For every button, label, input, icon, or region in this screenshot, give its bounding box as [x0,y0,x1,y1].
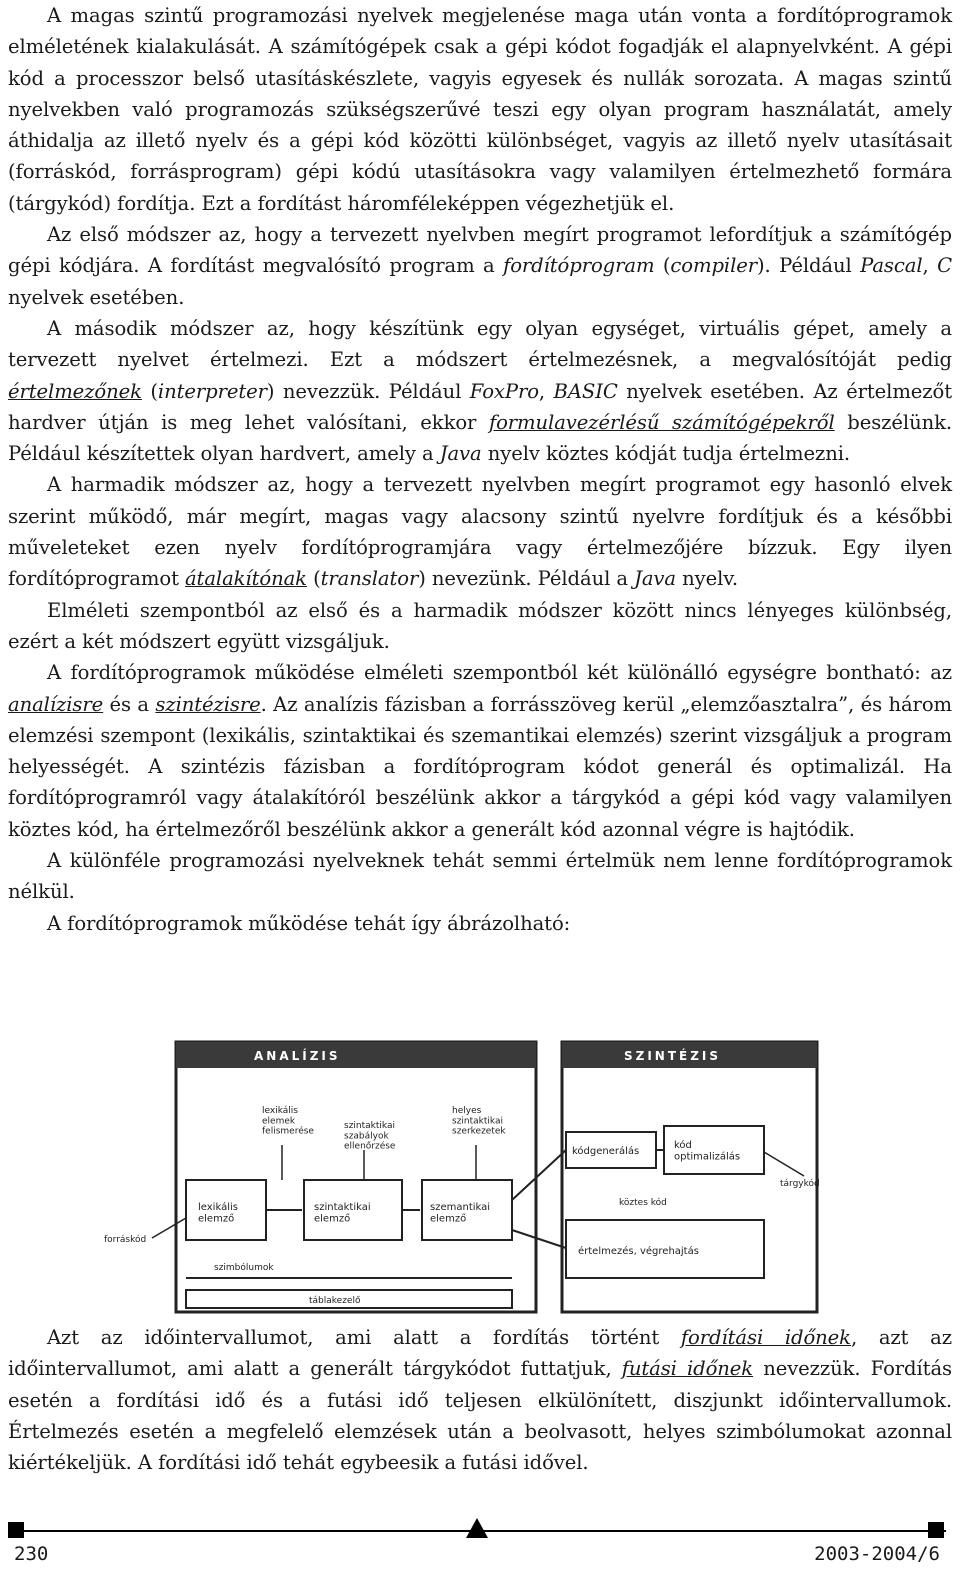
sem-note-text: helyes szintaktikai szerkezetek [452,1106,506,1137]
syn-box-label: szintaktikai elemző [314,1202,371,1225]
target-arrow [764,1152,804,1176]
paragraph-7: A különféle programozási nyelveknek tehát semmi értelmük nem lenne fordítóprogramok nélkül. [8,849,952,904]
paragraph-6: A fordítóprogramok működése elméleti szempontból két különálló egységre bontható: az analízisre és a szintézisre. Az analízis fázisban a forrásszöveg kerül „elemzőasztalra”, és három elemzési szempont (lexikális, szintaktikai és szemantikai elemzés) szerint vizsgáljuk a program helyességét. A szintézis fázisban a fordítóprogram kódot generál és optimalizál. Ha fordítóprogramról vagy átalakítóról beszélünk akkor a tárgykód a gépi kód vagy valamilyen köztes kód, ha értelmezőről beszélünk akkor a generált kód azonnal végre is hajtódik. [8,661,952,841]
opt-box-label: kód optimalizálás [674,1140,741,1163]
syn-note [344,1121,396,1152]
paragraph-3: A második módszer az, hogy készítünk egy olyan egységet, virtuális gépet, amely a tervezett nyelvet értelmezi. Ezt a módszert értelmezésnek, a megvalósítóját pedig értelmezőnek (interpreter) nevezzük. Például FoxPro, BASIC nyelvek esetében. Az értelmezőt hardver útján is meg lehet valósítani, ekkor formulavezérlésű számítógépekről beszélünk. Például készítettek olyan hardvert, amely a Java nyelv köztes kódját tudja értelmezni. [8,316,953,466]
sem-box-label: szemantikai elemző [430,1202,491,1225]
codegen-box-label: kódgenerálás [572,1146,640,1157]
analysis-header [176,1042,536,1068]
source-arrow [152,1218,186,1238]
paragraph-5: Elméleti szempontból az első és a harmadik módszer között nincs lényeges különbség, ezért a két módszert együtt vizsgáljuk. [8,598,952,653]
syn-note-text: szintaktikai szabályok ellenőrzése [344,1121,396,1152]
exec-box-label: értelmezés, végrehajtás [578,1246,699,1257]
lex-box-label: lexikális elemző [198,1202,238,1225]
compiler-diagram [104,1040,844,1330]
source-label: forráskód [104,1235,147,1245]
target-label: tárgykód [780,1179,820,1189]
arrow-to-codegen [512,1150,566,1200]
arrow-to-exec [512,1230,566,1248]
page-number: 230 [14,1543,49,1565]
after-diagram-text [8,1322,952,1478]
lex-note [262,1106,314,1137]
table-label: táblakezelő [309,1296,361,1306]
page-text [8,0,952,939]
footer-square-right [928,1522,944,1538]
synthesis-title: SZINTÉZIS [624,1049,722,1063]
interim-label: köztes kód [619,1198,667,1208]
paragraph-8: A fordítóprogramok működése tehát így ábrázolható: [47,911,571,935]
paragraph-2: Az első módszer az, hogy a tervezett nyelvben megírt programot lefordítjuk a számítógép gépi kódjára. A fordítást megvalósító program a fordítóprogram (compiler). Például Pascal, C nyelvek esetében. [8,223,952,309]
lex-note-text: lexikális elemek felismerése [262,1106,314,1137]
paragraph-9: Azt az időintervallumot, ami alatt a fordítás történt fordítási időnek, azt az időintervallumot, ami alatt a generált tárgykódot futtatjuk, futási időnek nevezzük. Fordítás esetén a fordítási idő és a futási idő teljesen elkülönített, diszjunkt időintervallumok. Értelmezés esetén a megfelelő elemzések után a beolvasott, helyes szimbólumokat azonnal kiértékeljük. A fordítási idő tehát egybeesik a futási idővel. [8,1326,952,1475]
paragraph-1: A magas szintű programozási nyelvek megjelenése maga után vonta a fordítóprogramok elméletének kialakulását. A számítógépek csak a gépi kódot fogadják el alapnyelvként. A gépi kód a processzor belső utasításkészlete, vagyis egyesek és nullák sorozata. A magas szintű nyelvekben való programozás szükségszerűvé teszi egy olyan program használatát, amely áthidalja az illető nyelv és a gépi kód közötti különbséget, vagyis az illető nyelv utasításait (forráskód, forrásprogram) gépi kódú utasításokra vagy valamilyen értelmezhető formára (tárgykód) fordítja. Ezt a fordítást háromféleképpen végezhetjük el. [8,4,952,215]
analysis-title: ANALÍZIS [254,1049,341,1063]
issue-number: 2003-2004/6 [814,1543,940,1565]
footer-triangle [466,1518,488,1538]
symbols-label: szimbólumok [214,1263,274,1273]
paragraph-4: A harmadik módszer az, hogy a tervezett nyelvben megírt programot egy hasonló elvek szerint működő, már megírt, magas vagy alacsony szintű nyelvre fordítjuk és a későbbi műveleteket ezen nyelv fordítóprogramjára vagy értelmezőjére bízzuk. Egy ilyen fordítóprogramot átalakítónak (translator) nevezünk. Például a Java nyelv. [8,473,952,591]
sem-note [452,1106,506,1137]
